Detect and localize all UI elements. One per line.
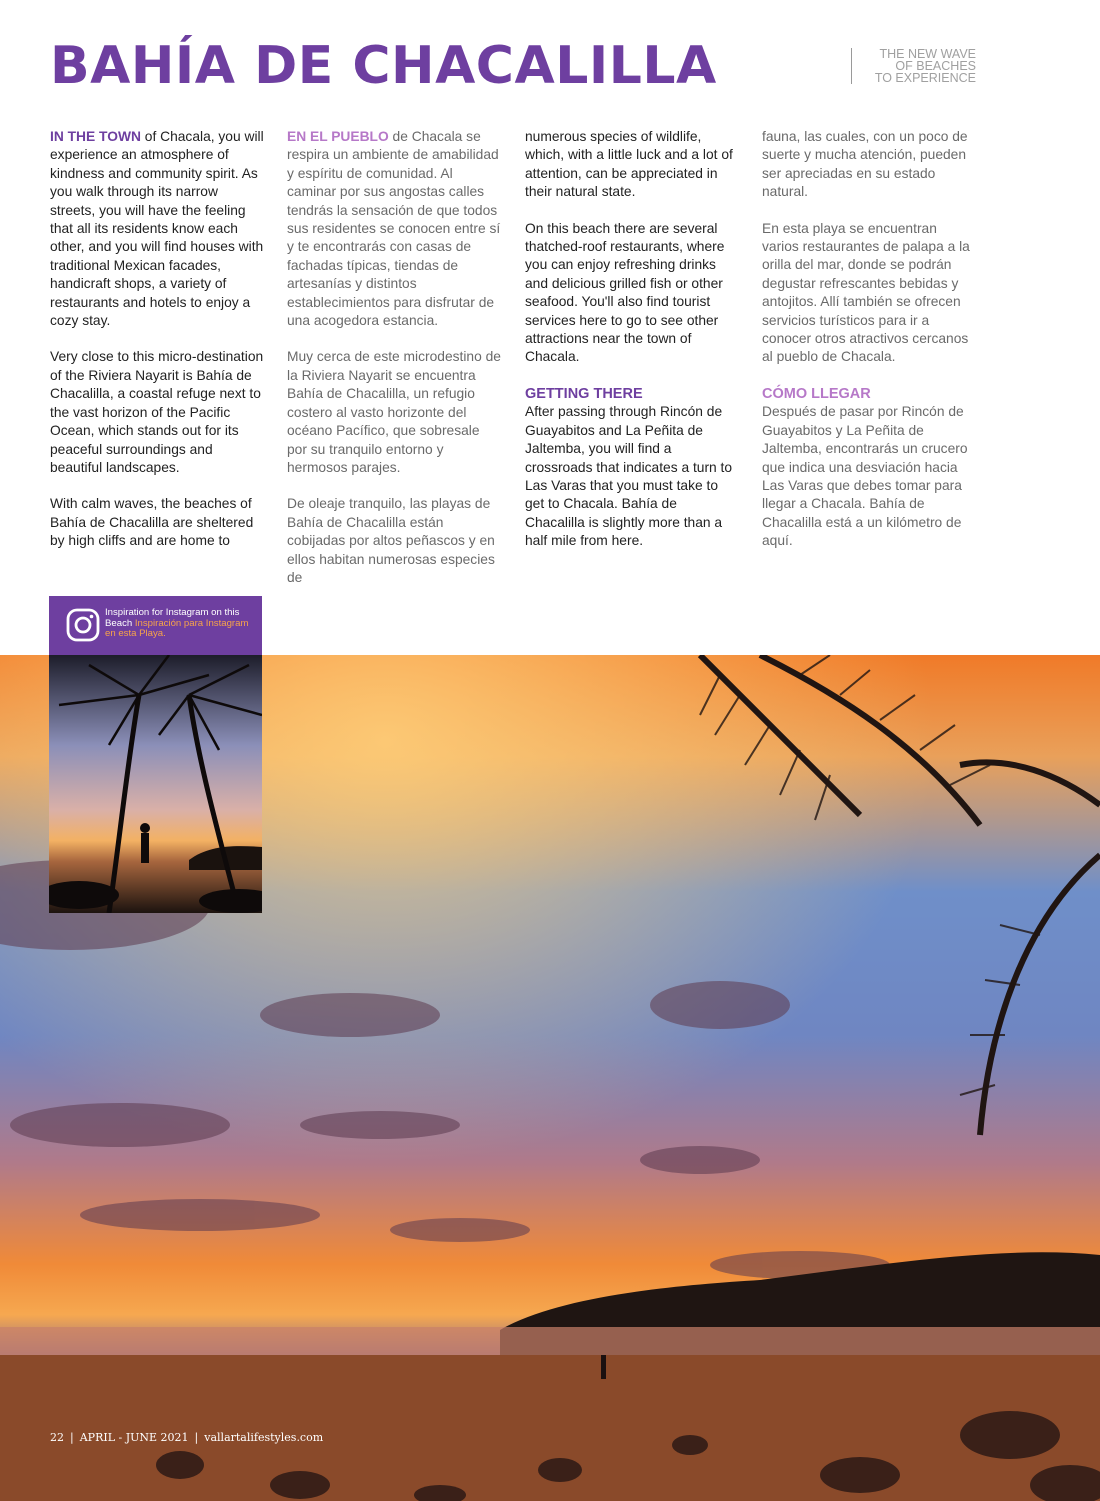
paragraph: On this beach there are several thatched-roof restaurants, where you can enjoy refreshing drinks and delicious grilled fish or other seafood. You'll also find tourist services here to go to see other attractions near the town of Chacala. [525,220,725,365]
paragraph: En esta playa se encuentran varios restaurantes de palapa a la orilla del mar, donde se podrán degustar refrescantes bebidas y antojitos. Allí también se ofrecen servicios turísticos para ir a conocer otros atractivos cercanos al pueblo de Chacala. [762,220,970,365]
section-heading: GETTING THERE [525,385,643,402]
footer-separator: | [194,1431,199,1444]
issue-date: APRIL - JUNE 2021 [79,1431,189,1444]
instagram-icon [66,608,100,642]
paragraph: De oleaje tranquilo, las playas de Bahía de Chacalilla están cobijadas por altos peñascos y en ellos habitan numerosas especies de [287,496,495,585]
instagram-caption-en: Inspiration for Instagram on this Beach [105,607,240,629]
lead-in: EN EL PUEBLO [287,129,389,144]
instagram-caption-es: Inspiración para Instagram en esta Playa. [105,617,249,639]
page-footer [50,1431,323,1444]
paragraph: Después de pasar por Rincón de Guayabitos y La Peñita de Jaltemba, encontrarás un crucero que indica una desviación hacia Las Varas que debes tomar para llegar a Chacala. Bahía de Chacalilla está a un kilómetro de aquí. [762,404,968,549]
instagram-caption [105,608,255,640]
english-column-2 [525,128,739,569]
paragraph: numerous species of wildlife, which, with a little luck and a lot of attention, can be appreciated in their natural state. [525,129,733,200]
website: vallartalifestyles.com [204,1431,324,1444]
section-tagline [851,48,976,84]
spanish-column-2 [762,128,976,569]
paragraph: Very close to this micro-destination of the Riviera Nayarit is Bahía de Chacalilla, a coastal refuge next to the vast horizon of the Pacific Ocean, which stands out for its peaceful surroundings and beautiful landscapes. [50,349,264,475]
lead-in: IN THE TOWN [50,129,141,144]
paragraph-text: de Chacala se respira un ambiente de amabilidad y espíritu de comunidad. Al caminar por sus angostas calles tendrás la sensación de que todos sus residentes se conocen entre sí y te encontrarás con casas de fachadas típicas, tiendas de artesanías y distintos establecimientos para disfrutar de una acogedora estancia. [287,129,501,329]
paragraph: With calm waves, the beaches of Bahía de Chacalilla are sheltered by high cliffs and are home to [50,496,254,549]
paragraph-text: of Chacala, you will experience an atmosphere of kindness and community spirit. As you walk through its narrow streets, you will have the feeling that all its residents know each other, and you will find houses with traditional Mexican facades, handicraft shops, a variety of restaurants and hotels to enjoy a cozy stay. [50,129,264,329]
tagline-line-3: TO EXPERIENCE [874,71,976,85]
paragraph [287,128,501,330]
tagline-line-2: OF BEACHES [895,59,976,73]
footer-separator: | [70,1431,74,1444]
page-number: 22 [50,1431,64,1444]
paragraph [50,128,264,330]
page-title: BAHÍA DE CHACALILLA [50,36,717,96]
spanish-column-1 [287,128,501,605]
paragraph: After passing through Rincón de Guayabitos and La Peñita de Jaltemba, you will find a crossroads that indicates a turn to Las Varas that you must take to get to Chacala. Bahía de Chacalilla is slightly more than a half mile from here. [525,404,733,549]
section-heading: CÓMO LLEGAR [762,385,871,402]
paragraph: fauna, las cuales, con un poco de suerte y mucha atención, pueden ser apreciadas en su estado natural. [762,129,968,200]
paragraph: Muy cerca de este microdestino de la Riviera Nayarit se encuentra Bahía de Chacalilla, un refugio costero al vasto horizonte del océano Pacífico, que sobresale por su tranquilo entorno y hermosos parajes. [287,349,501,475]
instagram-thumbnail-photo [49,655,262,913]
tagline-line-1: THE NEW WAVE [879,47,976,61]
english-column-1 [50,128,264,569]
